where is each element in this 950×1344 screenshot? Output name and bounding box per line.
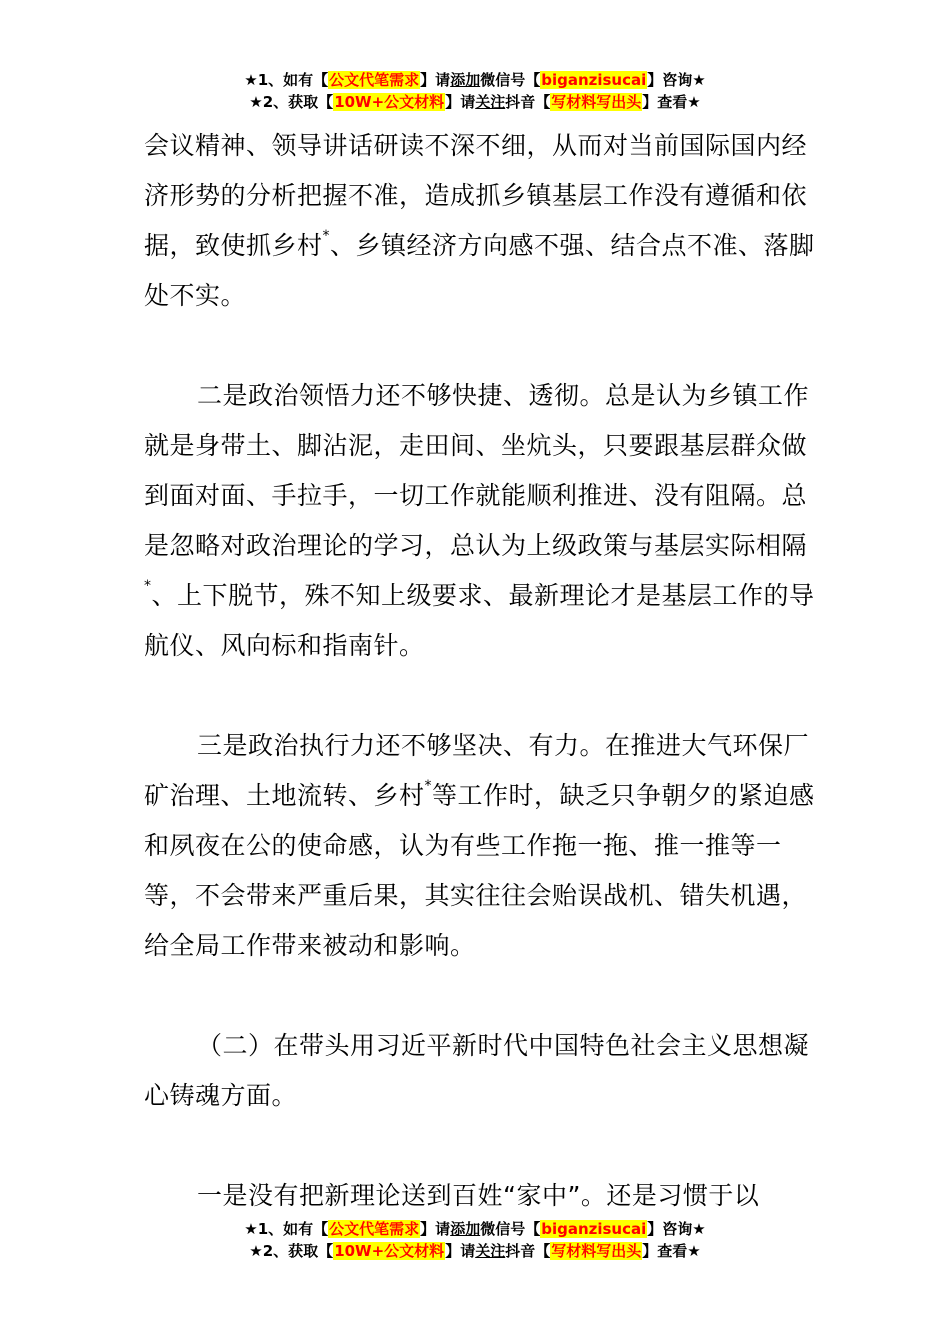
section-heading-2: （二）在带头用习近平新时代中国特色社会主义思想凝心铸魂方面。 [144,1031,810,1110]
paragraph-political-understanding: 二是政治领悟力还不够快捷、透彻。总是认为乡镇工作就是身带土、脚沾泥，走田间、坐炕头，只要跟基层群众做到面对面、手拉手，一切工作就能顺利推进、没有阻隔。总是忽略对政治理论的学习，总认为上级政策与基层实际相隔*、上下脱节，殊不知上级要求、最新理论才是基层工作的导航仪、风向标和指南针。 [144,381,815,660]
banner-line-2: ★2、获取【10W+公文材料】请关注抖音【写材料写出头】查看★ [249,93,701,111]
highlight-ghostwriting: 公文代笔需求 [329,71,420,89]
paragraph-political-execution: 三是政治执行力还不够坚决、有力。在推进大气环保厂矿治理、土地流转、乡村*等工作时，缺乏只争朝夕的紧迫感和夙夜在公的使命感，认为有些工作拖一拖、推一推等一等，不会带来严重后果，其实往往会贻误战机、错失机遇，给全局工作带来被动和影响。 [144,731,815,960]
footer-banner [0,1218,950,1262]
banner-line-1: ★1、如有【公文代笔需求】请添加微信号【biganzisucai】咨询★ [244,1220,706,1238]
highlight-douyin: 写材料写出头 [551,1242,642,1260]
highlight-wechat-id: biganzisucai [541,71,647,89]
paragraph-continued: 会议精神、领导讲话研读不深不细，从而对当前国际国内经济形势的分析把握不准，造成抓乡镇基层工作没有遵循和依据，致使抓乡村*、乡镇经济方向感不强、结合点不准、落脚处不实。 [144,131,815,310]
highlight-materials: 10W+公文材料 [334,93,445,111]
highlight-douyin: 写材料写出头 [551,93,642,111]
banner-line-2: ★2、获取【10W+公文材料】请关注抖音【写材料写出头】查看★ [249,1242,701,1260]
header-banner [0,69,950,113]
banner-line-1: ★1、如有【公文代笔需求】请添加微信号【biganzisucai】咨询★ [244,71,706,89]
highlight-wechat-id: biganzisucai [541,1220,647,1238]
highlight-materials: 10W+公文材料 [334,1242,445,1260]
document-body [144,121,824,1221]
paragraph-new-theory: 一是没有把新理论送到百姓“家中”。还是习惯于以 [197,1181,760,1210]
highlight-ghostwriting: 公文代笔需求 [329,1220,420,1238]
